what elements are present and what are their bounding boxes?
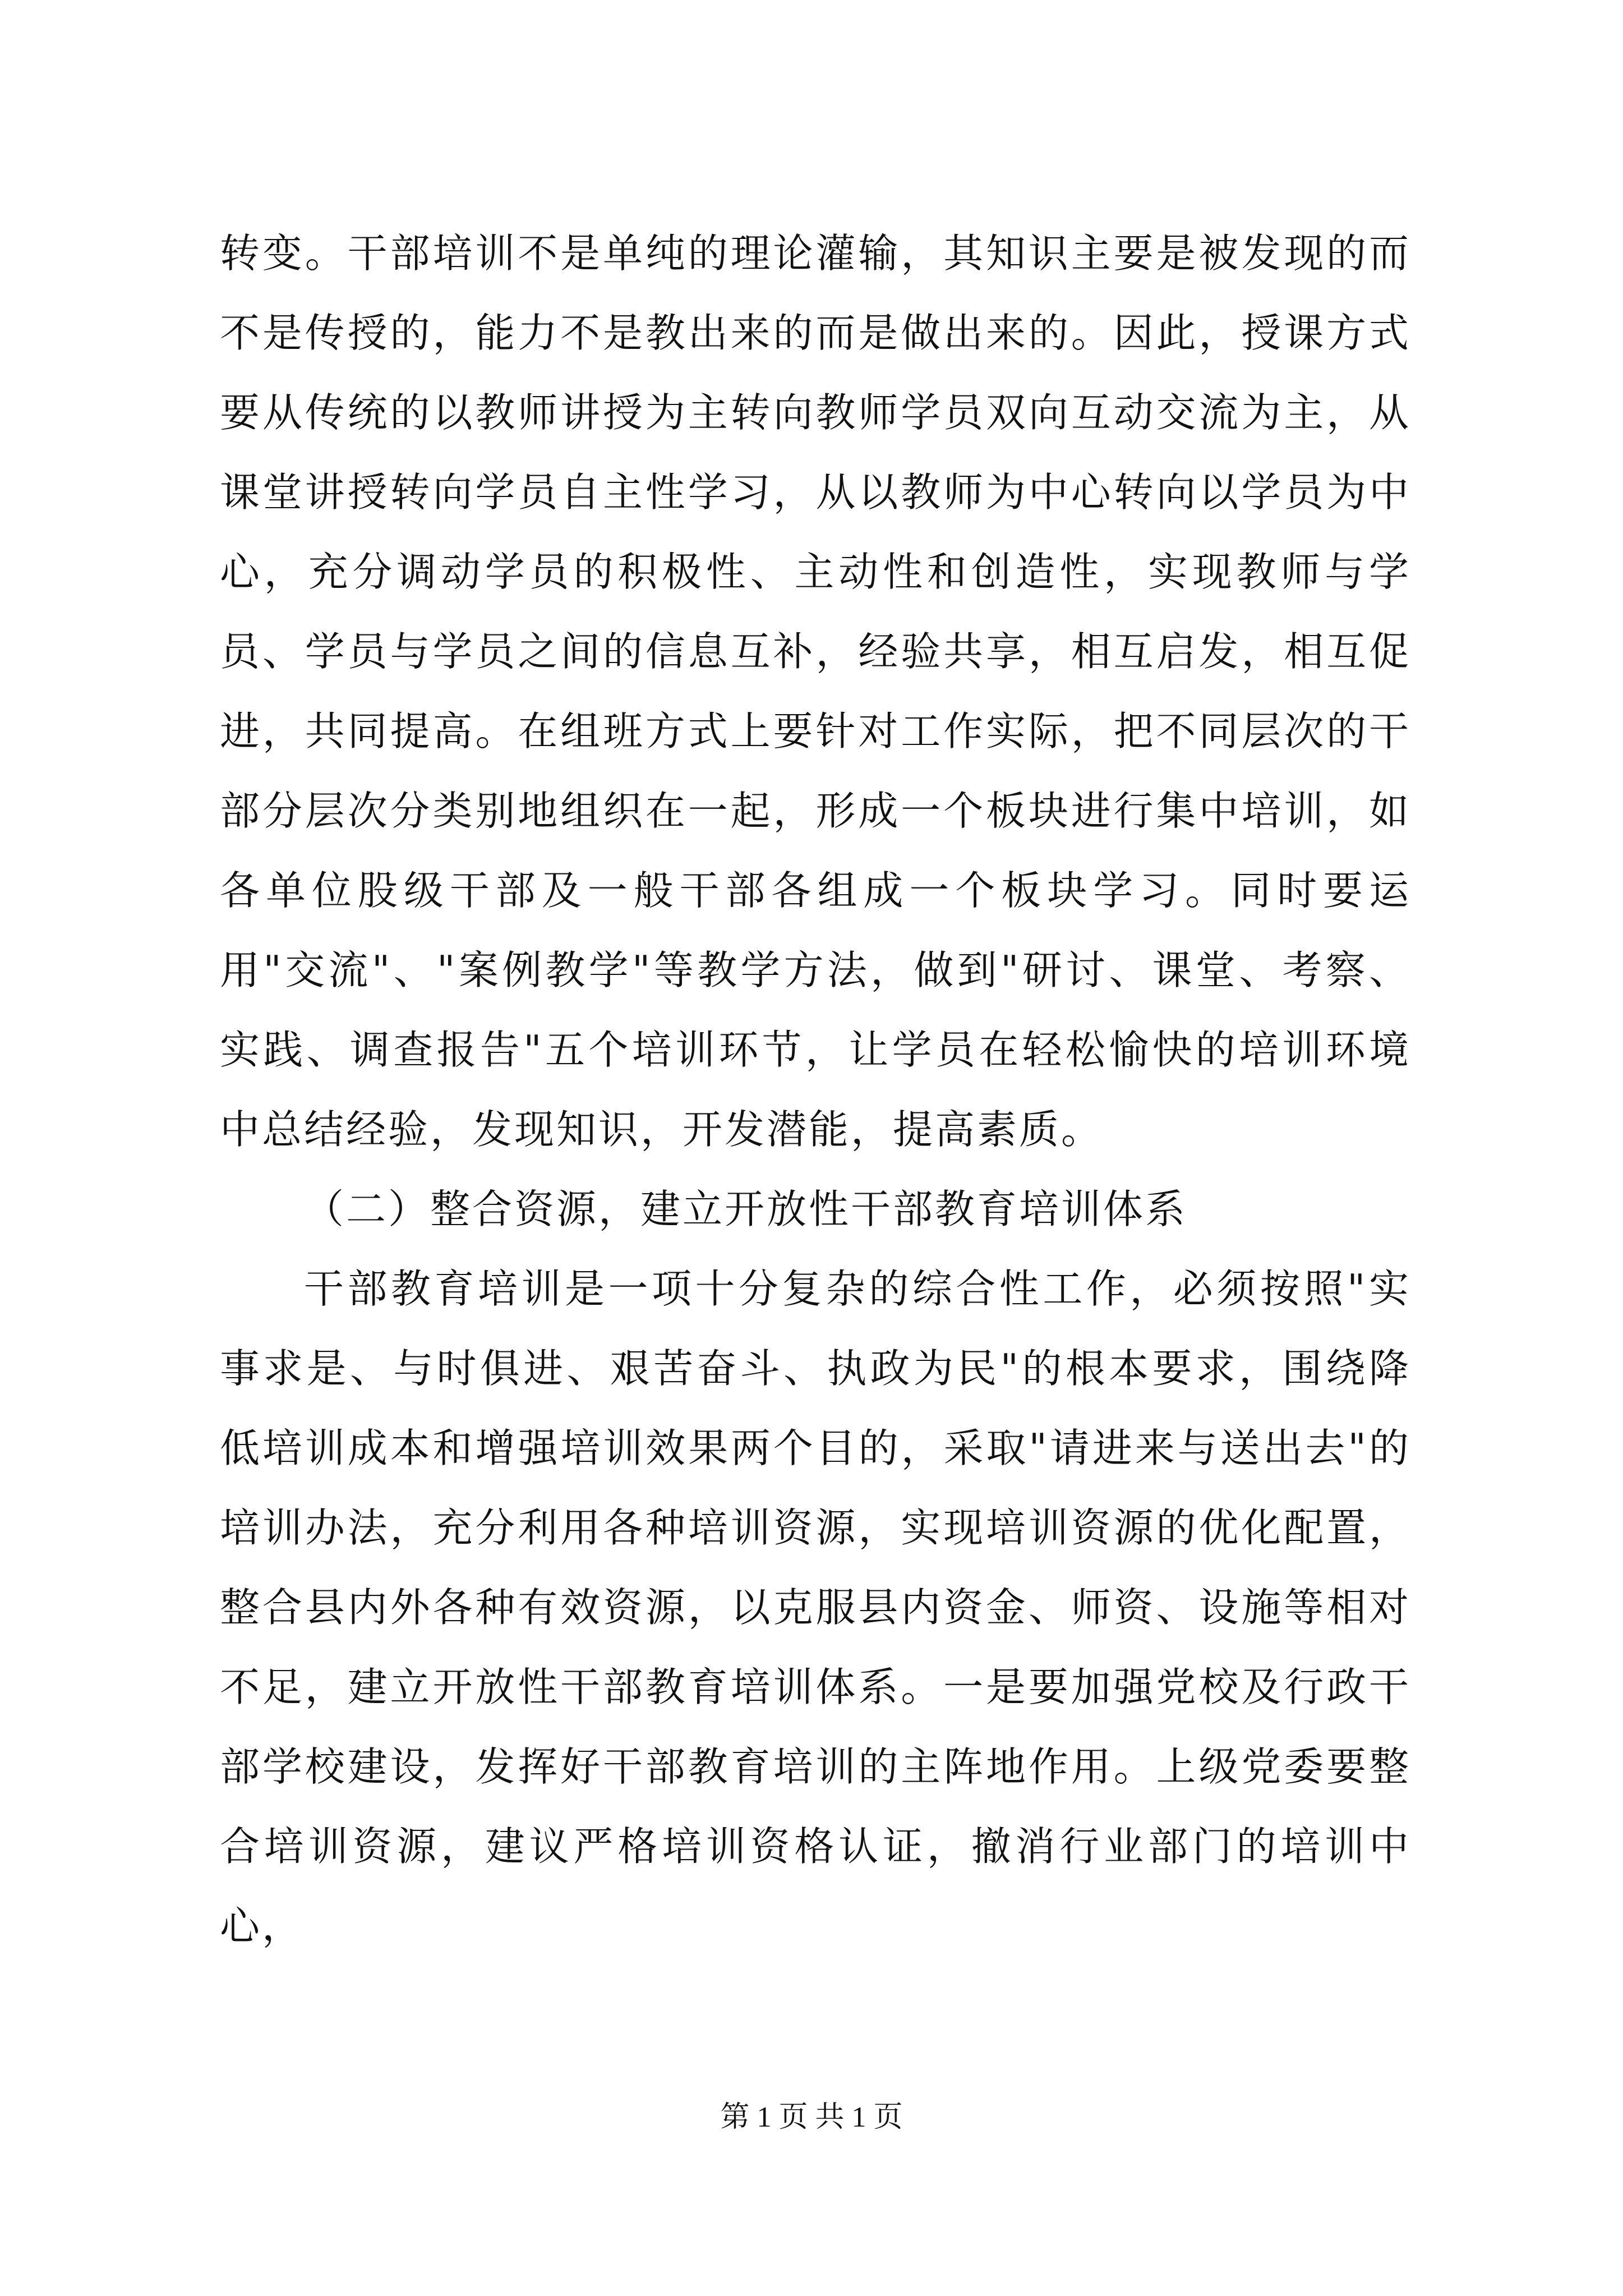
paragraph-body: 干部教育培训是一项十分复杂的综合性工作，必须按照"实事求是、与时俱进、艰苦奋斗、执政为民"的根本要求，围绕降低培训成本和增强培训效果两个目的，采取"请进来与送出去"的培训办法，充分利用各种培训资源，实现培训资源的优化配置，整合县内外各种有效资源，以克服县内资金、师资、设施等相对不足，建立开放性干部教育培训体系。一是要加强党校及行政干部学校建设，发挥好干部教育培训的主阵地作用。上级党委要整合培训资源，建议严格培训资格认证，撤消行业部门的培训中心，: [220, 1266, 1411, 1949]
section-heading: （二）整合资源，建立开放性干部教育培训体系: [304, 1186, 1188, 1232]
paragraph-continuation: 转变。干部培训不是单纯的理论灌输，其知识主要是被发现的而不是传授的，能力不是教出来的而是做出来的。因此，授课方式要从传统的以教师讲授为主转向教师学员双向互动交流为主，从课堂讲授转向学员自主性学习，从以教师为中心转向以学员为中心，充分调动学员的积极性、主动性和创造性，实现教师与学员、学员与学员之间的信息互补，经验共享，相互启发，相互促进，共同提高。在组班方式上要针对工作实际，把不同层次的干部分层次分类别地组织在一起，形成一个板块进行集中培训，如各单位股级干部及一般干部各组成一个板块学习。同时要运用"交流"、"案例教学"等教学方法，做到"研讨、课堂、考察、实践、调查报告"五个培训环节，让学员在轻松愉快的培训环境中总结经验，发现知识，开发潜能，提高素质。: [220, 230, 1411, 1153]
page-footer: 第 1 页 共 1 页: [720, 2101, 903, 2133]
document-body: [220, 214, 1411, 1966]
